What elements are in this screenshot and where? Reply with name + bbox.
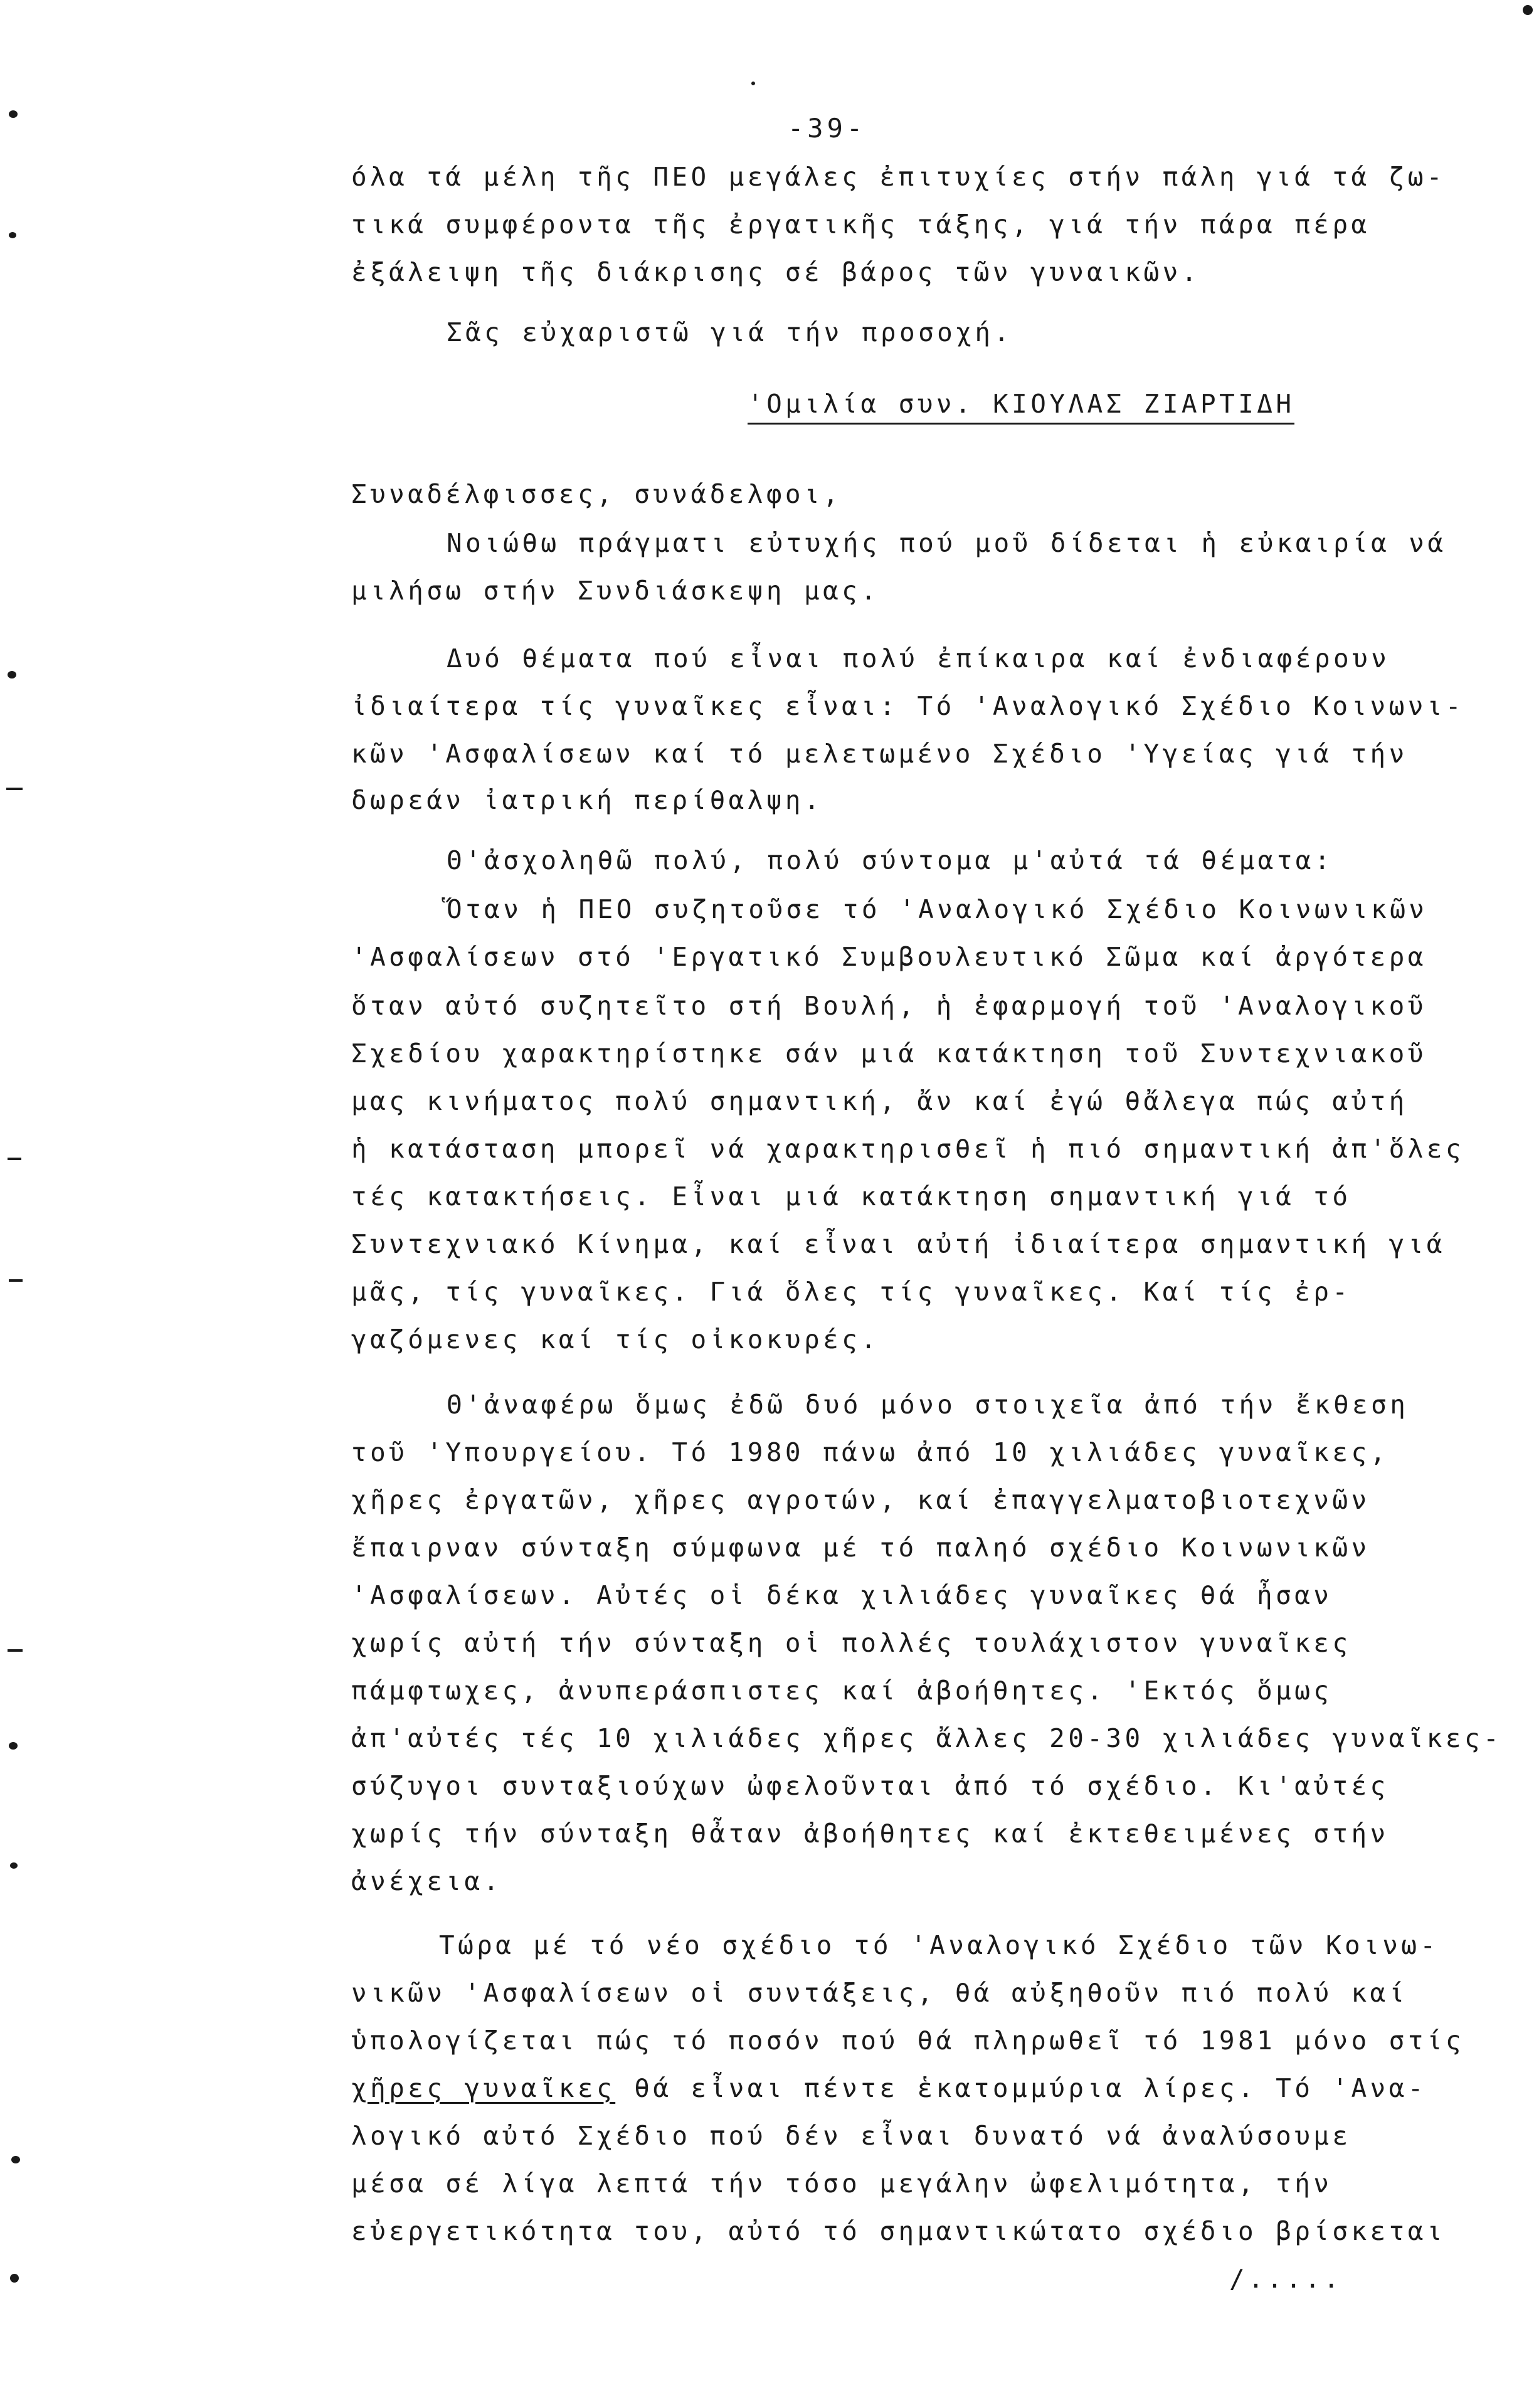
text-line: Σᾶς εὐχαριστῶ γιά τήν προσοχή. bbox=[447, 317, 1013, 347]
underlined-phrase: χῆρες γυναῖκες bbox=[351, 2073, 616, 2103]
text-line: λογικό αὐτό Σχέδιο πού δέν εἶναι δυνατό νά ἀναλύσουμε bbox=[351, 2121, 1352, 2151]
text-line: 'Ασφαλίσεων. Αὐτές οἱ δέκα χιλιάδες γυναῖκες θά ἦσαν bbox=[351, 1580, 1333, 1610]
text-line: Θ'ἀναφέρω ὅμως ἐδῶ δυό μόνο στοιχεῖα ἀπό τήν ἔκθεση bbox=[447, 1390, 1409, 1420]
margin-mark bbox=[9, 232, 16, 238]
text-line: Νοιώθω πράγματι εὐτυχής πού μοῦ δίδεται ἡ εὐκαιρία νά bbox=[447, 528, 1447, 558]
text-line: Συντεχνιακό Κίνημα, καί εἶναι αὐτή ἰδιαίτερα σημαντική γιά bbox=[351, 1229, 1446, 1259]
margin-mark bbox=[10, 2274, 19, 2283]
text-line: ἔπαιρναν σύνταξη σύμφωνα μέ τό παληό σχέδιο Κοινωνικῶν bbox=[351, 1533, 1370, 1563]
text-line: τικά συμφέροντα τῆς ἐργατικῆς τάξης, γιά τήν πάρα πέρα bbox=[351, 209, 1370, 240]
salutation: Συναδέλφισσες, συνάδελφοι, bbox=[351, 479, 842, 509]
text-line: μᾶς, τίς γυναῖκες. Γιά ὅλες τίς γυναῖκες. Καί τίς ἐρ- bbox=[351, 1277, 1352, 1307]
margin-mark bbox=[8, 671, 16, 679]
margin-mark bbox=[9, 110, 18, 118]
text-line-rest: θά εἶναι πέντε ἑκατομμύρια λίρες. Τό 'Ανα- bbox=[634, 2073, 1427, 2103]
text-line: ἐξάλειψη τῆς διάκρισης σέ βάρος τῶν γυναικῶν. bbox=[351, 257, 1200, 287]
text-line: κῶν 'Ασφαλίσεων καί τό μελετωμένο Σχέδιο 'Υγείας γιά τήν bbox=[351, 739, 1408, 769]
text-line: εὐεργετικότητα του, αὐτό τό σημαντικώτατο σχέδιο βρίσκεται bbox=[351, 2216, 1446, 2246]
corner-mark bbox=[1523, 5, 1533, 15]
text-line: χῆρες ἐργατῶν, χῆρες αγροτών, καί ἐπαγγελματοβιοτεχνῶν bbox=[351, 1485, 1370, 1515]
margin-mark bbox=[9, 1279, 23, 1282]
text-line: χωρίς τήν σύνταξη θἆταν ἀβοήθητες καί ἐκτεθειμένες στήν bbox=[351, 1819, 1389, 1849]
text-line: νικῶν 'Ασφαλίσεων οἱ συντάξεις, θά αὐξηθοῦν πιό πολύ καί bbox=[351, 1978, 1408, 2008]
margin-mark bbox=[8, 1649, 23, 1652]
text-line: Τώρα μέ τό νέο σχέδιο τό 'Αναλογικό Σχέδιο τῶν Κοινω- bbox=[439, 1930, 1439, 1960]
margin-mark bbox=[6, 788, 23, 790]
margin-mark bbox=[8, 1158, 21, 1160]
text-line: μιλήσω στήν Συνδιάσκεψη μας. bbox=[351, 576, 880, 606]
text-line: μας κινήματος πολύ σημαντική, ἄν καί ἐγώ θἄλεγα πώς αὐτή bbox=[351, 1086, 1408, 1116]
stray-mark bbox=[751, 82, 755, 85]
text-line: ἡ κατάσταση μπορεῖ νά χαρακτηρισθεῖ ἡ πιό σημαντική ἀπ'ὅλες bbox=[351, 1134, 1464, 1164]
text-line: πάμφτωχες, ἀνυπεράσπιστες καί ἀβοήθητες. 'Εκτός ὅμως bbox=[351, 1676, 1333, 1706]
page-number: -39- bbox=[788, 113, 867, 144]
text-line: τές κατακτήσεις. Εἶναι μιά κατάκτηση σημαντική γιά τό bbox=[351, 1181, 1352, 1212]
text-line: ἀπ'αὐτές τές 10 χιλιάδες χῆρες ἄλλες 20-30 χιλιάδες γυναῖκες- bbox=[351, 1723, 1503, 1753]
text-line: τοῦ 'Υπουργείου. Τό 1980 πάνω ἀπό 10 χιλιάδες γυναῖκες, bbox=[351, 1437, 1389, 1467]
text-line: ἀνέχεια. bbox=[351, 1866, 502, 1896]
text-line: δωρεάν ἰατρική περίθαλψη. bbox=[351, 785, 823, 815]
text-line: σύζυγοι συνταξιούχων ὠφελοῦνται ἀπό τό σχέδιο. Κι'αὐτές bbox=[351, 1771, 1389, 1801]
text-line: ὅταν αὐτό συζητεῖτο στή Βουλή, ἡ ἐφαρμογή τοῦ 'Αναλογικοῦ bbox=[351, 991, 1427, 1021]
continuation-mark: /..... bbox=[1229, 2264, 1343, 2294]
text-line: χωρίς αὐτή τήν σύνταξη οἱ πολλές τουλάχιστον γυναῖκες bbox=[351, 1628, 1352, 1658]
margin-mark bbox=[9, 1742, 18, 1750]
text-line bbox=[351, 2073, 1427, 2103]
text-line: Θ'ἀσχοληθῶ πολύ, πολύ σύντομα μ'αὐτά τά θέματα: bbox=[447, 845, 1333, 875]
margin-mark bbox=[10, 1862, 18, 1869]
text-line: Ὅταν ἡ ΠΕΟ συζητοῦσε τό 'Αναλογικό Σχέδιο Κοινωνικῶν bbox=[447, 894, 1428, 924]
text-line: Σχεδίου χαρακτηρίστηκε σάν μιά κατάκτηση τοῦ Συντεχνιακοῦ bbox=[351, 1038, 1427, 1069]
text-line: ὑπολογίζεται πώς τό ποσόν πού θά πληρωθεῖ τό 1981 μόνο στίς bbox=[351, 2025, 1464, 2056]
text-line: ἰδιαίτερα τίς γυναῖκες εἶναι: Τό 'Αναλογικό Σχέδιο Κοινωνι- bbox=[351, 691, 1464, 721]
text-line: όλα τά μέλη τῆς ΠΕΟ μεγάλες ἐπιτυχίες στήν πάλη γιά τά ζω- bbox=[351, 162, 1446, 192]
text-line: γαζόμενες καί τίς οἰκοκυρές. bbox=[351, 1324, 880, 1354]
speech-heading: 'Ομιλία συν. ΚΙΟΥΛΑΣ ΖΙΑΡΤΙΔΗ bbox=[748, 389, 1294, 425]
text-line: μέσα σέ λίγα λεπτά τήν τόσο μεγάλην ὠφελιμότητα, τήν bbox=[351, 2168, 1333, 2199]
text-line: Δυό θέματα πού εἶναι πολύ ἐπίκαιρα καί ἐνδιαφέρουν bbox=[447, 643, 1390, 673]
text-line: 'Ασφαλίσεων στό 'Εργατικό Συμβουλευτικό Σῶμα καί ἀργότερα bbox=[351, 942, 1427, 972]
margin-mark bbox=[11, 2156, 20, 2163]
